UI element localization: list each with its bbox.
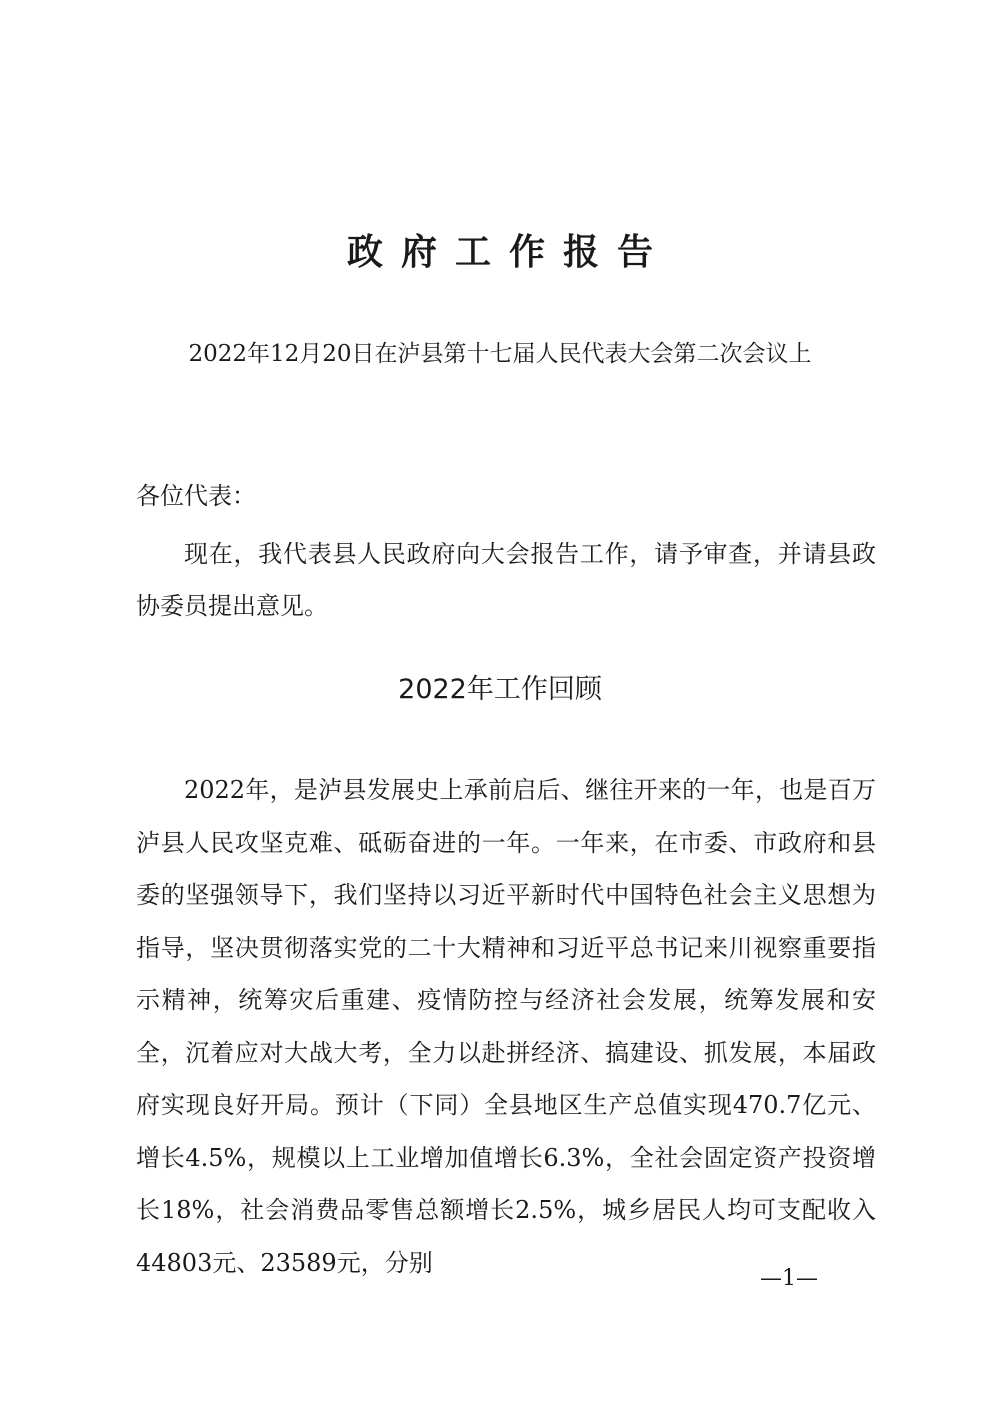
page-number: —1— [760,1266,818,1291]
document-subtitle: 2022年12月20日在泸县第十七届人民代表大会第二次会议上 [188,341,812,367]
intro-paragraph: 现在，我代表县人民政府向大会报告工作，请予审查，并请县政协委员提出意见。 [136,540,876,620]
salutation: 各位代表： [136,482,256,510]
section-heading: 2022年工作回顾 [398,674,602,705]
body-paragraph: 2022年，是泸县发展史上承前启后、继往开来的一年，也是百万泸县人民攻坚克难、砥砺奋进的一年。一年来，在市委、市政府和县委的坚强领导下，我们坚持以习近平新时代中国特色社会主义思想为指导，坚决贯彻落实党的二十大精神和习近平总书记来川视察重要指示精神，统筹灾后重建、疫情防控与经济社会发展，统筹发展和安全，沉着应对大战大考，全力以赴拼经济、搞建设、抓发展，本届政府实现良好开局。预计（下同）全县地区生产总值实现470.7亿元、增长4.5%，规模以上工业增加值增长6.3%，全社会固定资产投资增长18%，社会消费品零售总额增长2.5%，城乡居民人均可支配收入44803元、23589元，分别 [136,776,876,1277]
document-title: 政府工作报告 [346,231,671,273]
